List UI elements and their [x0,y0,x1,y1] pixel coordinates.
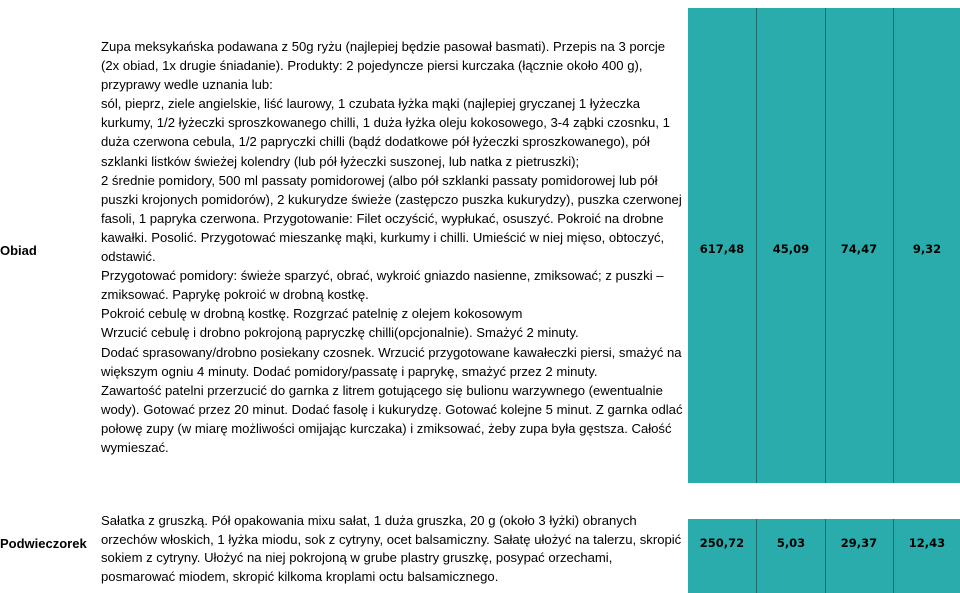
recipe-paragraph: Pokroić cebulę w drobną kostkę. Rozgrzać patelnię z olejem kokosowym [101,306,523,322]
column-divider [756,519,757,593]
fat-value: 12,43 [908,536,946,550]
fat-value: 9,32 [912,242,942,256]
recipe-paragraph: Sałatka z gruszką. Pół opakowania mixu sałat, 1 duża gruszka, 20 g (około 3 łyżki) obranych orzechów włoskich, 1 łyżka miodu, sok z cytryny, ocet balsamiczny. Sałatę ułożyć na talerzu, skropić sokiem z cytryny. Ułożyć na niej pokrojoną w grube plastry gruszkę, posypać orzechami, posmarować miodem, skropić kilkoma kroplami octu balsamicznego. [101,513,682,584]
meal-label-podwieczorek [0,533,96,553]
kcal-value: 617,48 [699,242,745,256]
recipe-paragraph: Przygotować pomidory: świeże sparzyć, obrać, wykroić gniazdo nasienne, zmiksować; z puszki – zmiksować. Paprykę pokroić w drobną kostkę. [101,268,664,303]
recipe-paragraph: Dodać sprasowany/drobno posiekany czosnek. Wrzucić przygotowane kawałeczki piersi, smażyć na większym ogniu 4 minuty. Dodać pomidory/passatę i paprykę, smażyć przez 2 minuty. [101,344,682,379]
carbs-value: 74,47 [840,242,878,256]
recipe-paragraph: sól, pieprz, ziele angielskie, liść laurowy, 1 czubata łyżka mąki (najlepiej gryczanej 1 łyżeczka kurkumy, 1/2 łyżeczki sproszkowanego chilli, 1 duża łyżka oleju kokosowego, 3-4 ząbki czosnku, 1 duża czerwona cebula, 1/2 papryczki chilli (bądź dodatkowe pół łyżeczki sproszkowanego), pół szklanki listków świeżej kolendry (lub pół łyżeczki suszonej, lub natka z pietruszki); [101,96,670,169]
recipe-text-podwieczorek [101,512,686,586]
meal-label-obiad [0,230,96,270]
recipe-paragraph: Zawartość patelni przerzucić do garnka z litrem gotującego się bulionu warzywnego (ewentualnie wody). Gotować przez 20 minut. Dodać fasolę i kukurydzę. Gotować kolejne 5 minut. Z garnka odlać połowę zupy (w miarę możliwości omijając kurczaka) i zmiksować, żeby zupa była gęstsza. Całość wymieszać. [101,382,683,455]
nutrition-panel-podwieczorek [688,519,960,593]
carbs-value: 29,37 [840,536,878,550]
recipe-paragraph: Zupa meksykańska podawana z 50g ryżu (najlepiej będzie pasował basmati). Przepis na 3 porcje (2x obiad, 1x drugie śniadanie). Produkty: 2 pojedyncze piersi kurczaka (łącznie około 400 g), przyprawy wedle uznania lub: [101,39,666,93]
meal-label-text: Podwieczorek [0,535,87,551]
column-divider [825,519,826,593]
protein-value: 45,09 [772,242,810,256]
kcal-value: 250,72 [699,536,745,550]
meal-label-text: Obiad [0,242,37,258]
recipe-text-obiad [101,37,686,457]
protein-value: 5,03 [776,536,806,550]
recipe-paragraph: 2 średnie pomidory, 500 ml passaty pomidorowej (albo pół szklanki passaty pomidorowej lub pół puszki krojonych pomidorów), 2 kukurydze świeże (zastępczo puszka kukurydzy), puszka czerwonej fasoli, 1 papryka czerwona. Przygotowanie: Filet oczyścić, wypłukać, osuszyć. Pokroić na drobne kawałki. Posolić. Przygotować mieszankę mąki, kurkumy i chilli. Umieścić w niej mięso, obtoczyć, odstawić. [101,172,682,265]
column-divider [893,519,894,593]
recipe-paragraph: Wrzucić cebulę i drobno pokrojoną papryczkę chilli(opcjonalnie). Smażyć 2 minuty. [101,325,579,341]
